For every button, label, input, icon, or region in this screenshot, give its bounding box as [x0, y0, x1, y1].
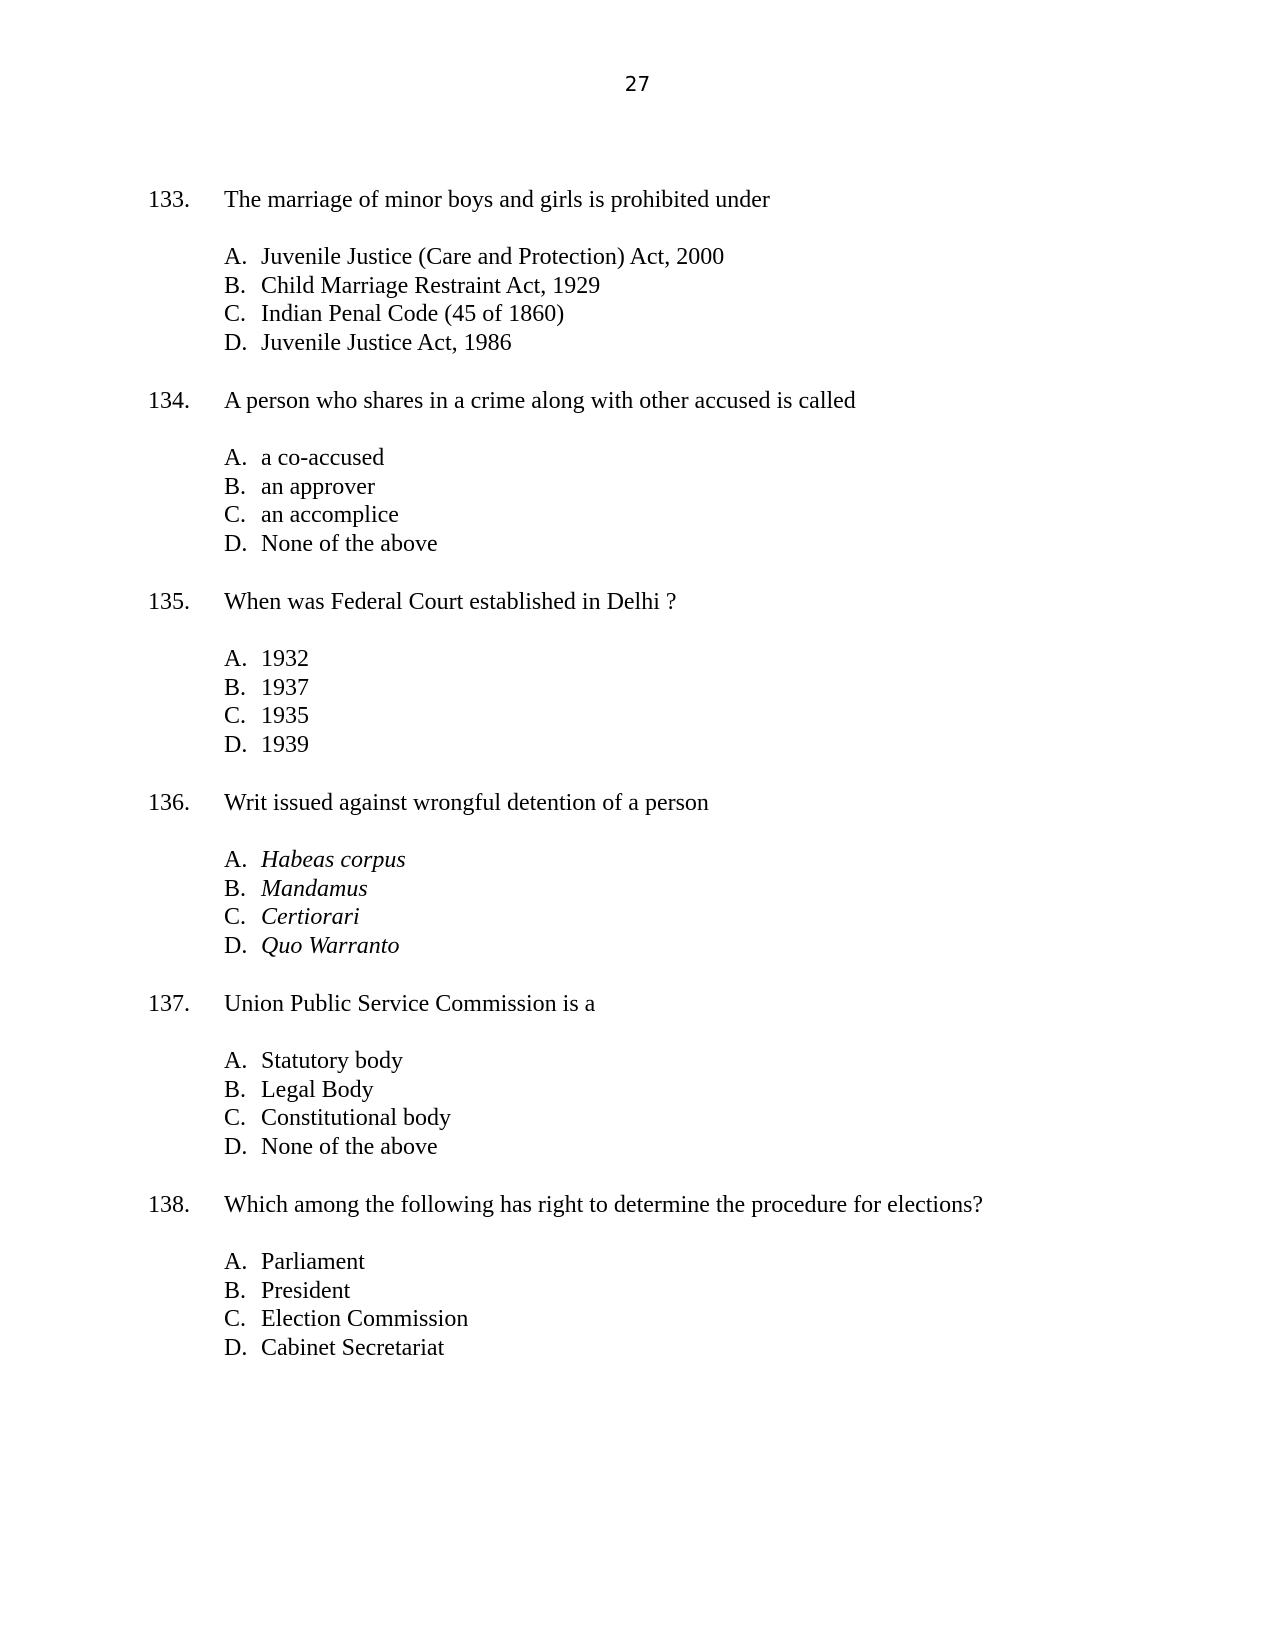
answer-option-d: [224, 1334, 468, 1363]
option-letter: D.: [224, 1134, 248, 1161]
answer-option-c: [224, 1305, 468, 1334]
question-text: A person who shares in a crime along with other accused is called: [224, 388, 856, 414]
option-letter: C.: [224, 904, 247, 931]
answer-option-c: [224, 300, 724, 329]
answer-option-d: [224, 1133, 451, 1162]
option-letter: D.: [224, 933, 248, 960]
option-text: an approver: [261, 473, 375, 500]
option-text: a co-accused: [261, 445, 385, 471]
option-text: 1935: [261, 703, 309, 730]
option-text: President: [261, 1277, 351, 1304]
question-text: The marriage of minor boys and girls is prohibited under: [224, 187, 770, 213]
question-number: 135.: [148, 589, 190, 615]
answer-option-b: [224, 1277, 468, 1306]
question-number: 137.: [148, 991, 190, 1017]
answer-option-a: [224, 645, 309, 674]
option-letter: C.: [224, 1306, 247, 1333]
option-letter: C.: [224, 1105, 247, 1132]
answer-option-d: [224, 530, 438, 559]
option-letter: C.: [224, 301, 247, 328]
option-text: Mandamus: [261, 875, 368, 902]
answer-option-a: [224, 243, 724, 272]
answer-option-b: [224, 674, 309, 703]
option-text: Cabinet Secretariat: [261, 1335, 445, 1362]
option-letter: D.: [224, 531, 248, 558]
option-text: Habeas corpus: [261, 847, 406, 873]
option-text: None of the above: [261, 1134, 438, 1161]
option-text: 1939: [261, 732, 309, 759]
option-letter: A.: [224, 1249, 248, 1275]
answer-option-a: [224, 444, 438, 473]
option-letter: B.: [224, 875, 247, 902]
answer-option-c: [224, 1104, 451, 1133]
question-number: 134.: [148, 388, 190, 414]
option-letter: D.: [224, 1335, 248, 1362]
option-letter: D.: [224, 732, 248, 759]
answer-option-a: [224, 1248, 468, 1277]
option-letter: B.: [224, 1277, 247, 1304]
option-text: Parliament: [261, 1249, 365, 1275]
answer-option-b: [224, 1076, 451, 1105]
option-text: Juvenile Justice Act, 1986: [261, 330, 512, 357]
option-text: 1937: [261, 674, 309, 701]
option-text: Legal Body: [261, 1076, 374, 1103]
answer-options: [224, 846, 406, 961]
option-letter: D.: [224, 330, 248, 357]
answer-option-c: [224, 501, 438, 530]
answer-option-c: [224, 702, 309, 731]
option-letter: B.: [224, 473, 247, 500]
answer-option-b: [224, 272, 724, 301]
option-letter: A.: [224, 244, 248, 270]
answer-option-d: [224, 731, 309, 760]
question-number: 133.: [148, 187, 190, 213]
answer-option-b: [224, 473, 438, 502]
answer-options: [224, 645, 309, 760]
option-text: Statutory body: [261, 1048, 403, 1074]
answer-option-a: [224, 1047, 451, 1076]
question-text: Writ issued against wrongful detention of a person: [224, 790, 709, 816]
option-text: Constitutional body: [261, 1105, 452, 1132]
question-number: 136.: [148, 790, 190, 816]
question-text: Which among the following has right to determine the procedure for elections?: [224, 1192, 984, 1218]
option-text: Certiorari: [261, 904, 360, 931]
option-text: Quo Warranto: [261, 933, 400, 960]
option-text: Indian Penal Code (45 of 1860): [261, 301, 565, 328]
option-text: an accomplice: [261, 502, 399, 529]
option-letter: A.: [224, 1048, 248, 1074]
question-number: 138.: [148, 1192, 190, 1218]
option-letter: C.: [224, 703, 247, 730]
answer-option-b: [224, 875, 406, 904]
option-letter: B.: [224, 1076, 247, 1103]
option-text: Election Commission: [261, 1306, 469, 1333]
option-letter: A.: [224, 646, 248, 672]
answer-options: [224, 243, 724, 358]
option-text: None of the above: [261, 531, 438, 558]
answer-options: [224, 1047, 451, 1162]
answer-option-d: [224, 932, 406, 961]
answer-options: [224, 1248, 468, 1363]
option-text: Juvenile Justice (Care and Protection) Act, 2000: [261, 244, 725, 270]
answer-options: [224, 444, 438, 559]
question-text: When was Federal Court established in Delhi ?: [224, 589, 677, 615]
option-letter: C.: [224, 502, 247, 529]
page-number: 27: [624, 72, 651, 96]
answer-option-d: [224, 329, 724, 358]
answer-option-a: [224, 846, 406, 875]
question-text: Union Public Service Commission is a: [224, 991, 596, 1017]
option-letter: A.: [224, 445, 248, 471]
option-text: Child Marriage Restraint Act, 1929: [261, 272, 601, 299]
option-letter: B.: [224, 272, 247, 299]
option-text: 1932: [261, 646, 309, 672]
answer-option-c: [224, 903, 406, 932]
option-letter: A.: [224, 847, 248, 873]
option-letter: B.: [224, 674, 247, 701]
